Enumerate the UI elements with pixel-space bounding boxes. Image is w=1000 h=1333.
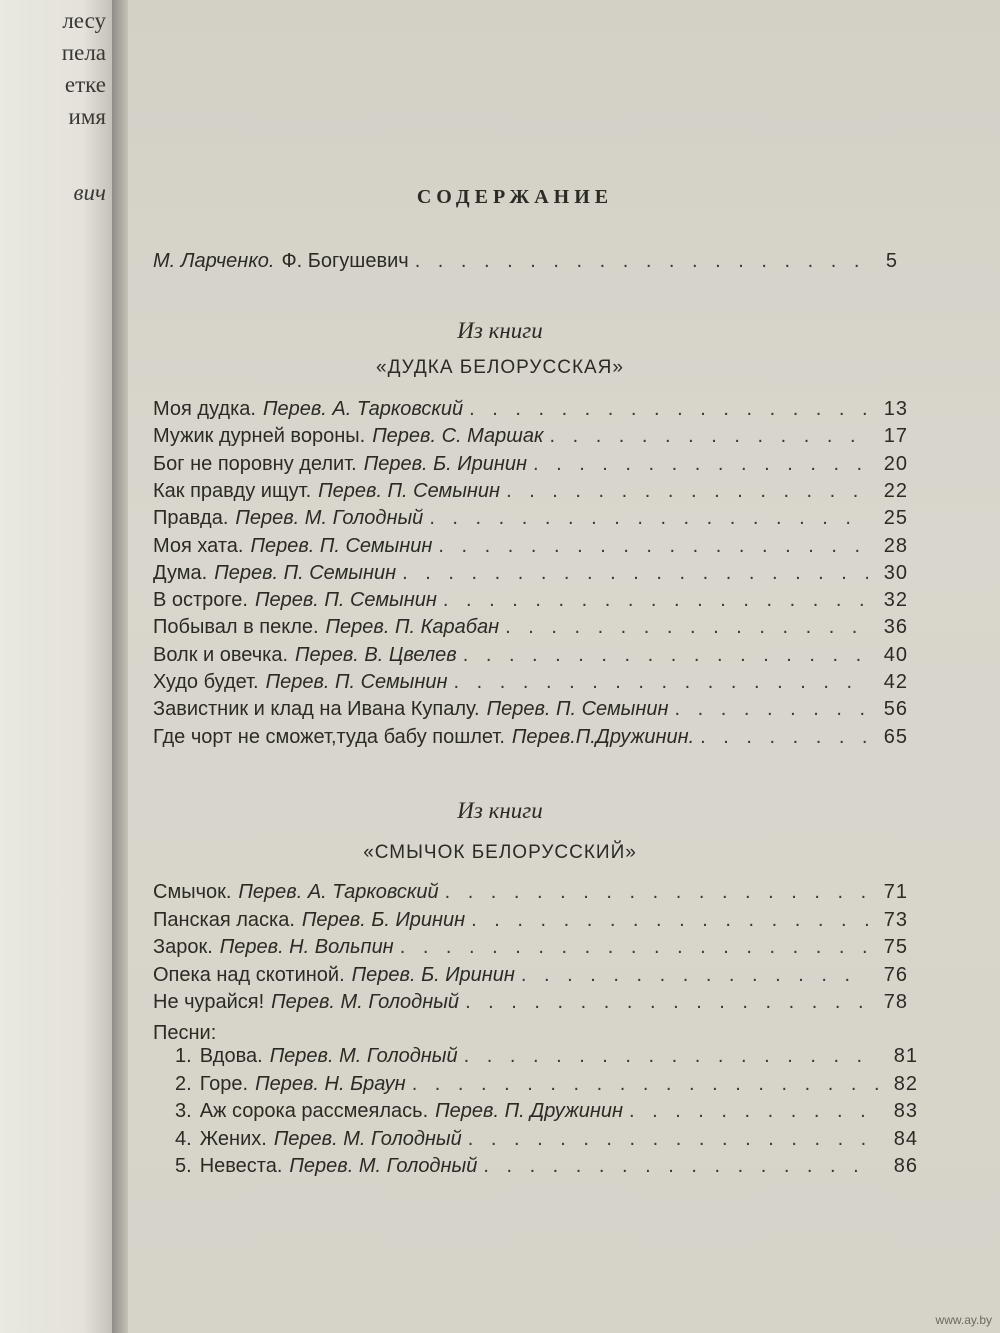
page-title: СОДЕРЖАНИЕ bbox=[416, 186, 614, 208]
entry-translator: Перев. П. Карабан bbox=[325, 616, 500, 639]
toc-entry-intro bbox=[153, 250, 898, 278]
leader-dots bbox=[464, 1045, 878, 1068]
leader-dots bbox=[445, 881, 868, 904]
toc-entry bbox=[153, 881, 908, 909]
song-number: 5. bbox=[175, 1155, 192, 1177]
toc-entry bbox=[153, 726, 908, 754]
left-page-fragment: етке bbox=[64, 72, 106, 97]
entry-page: 86 bbox=[893, 1155, 918, 1177]
entry-title: Как правду ищут. bbox=[153, 479, 312, 502]
entry-title: Не чурайся! bbox=[153, 991, 265, 1013]
entry-title: Мужик дурней вороны. bbox=[153, 425, 366, 448]
leader-dots bbox=[402, 562, 868, 585]
entry-page: 56 bbox=[883, 698, 908, 721]
leader-dots bbox=[700, 726, 868, 749]
song-number: 1. bbox=[175, 1045, 192, 1067]
leader-dots bbox=[505, 616, 868, 639]
toc-entry bbox=[153, 964, 908, 992]
entry-author: М. Ларченко. bbox=[153, 250, 275, 272]
entry-title: Бог не поровну делит. bbox=[153, 452, 357, 475]
toc-entry bbox=[153, 698, 908, 726]
leader-dots bbox=[469, 398, 868, 421]
entry-page: 28 bbox=[883, 534, 908, 557]
entry-page: 81 bbox=[893, 1045, 918, 1067]
entry-translator: Перев. М. Голодный bbox=[269, 1045, 458, 1067]
entry-translator: Перев. П. Дружинин bbox=[435, 1100, 623, 1122]
toc-song-entry bbox=[175, 1155, 918, 1183]
entry-title: Горе. bbox=[199, 1072, 249, 1095]
entry-title: Зарок. bbox=[153, 936, 213, 958]
section-title: «СМЫЧОК БЕЛОРУССКИЙ» bbox=[363, 842, 637, 863]
toc-entry bbox=[153, 453, 908, 481]
entry-page: 71 bbox=[883, 881, 908, 903]
song-number: 2. bbox=[175, 1072, 192, 1095]
entry-page: 20 bbox=[883, 452, 908, 475]
toc-entry bbox=[153, 616, 908, 644]
entry-title: Аж сорока рассмеялась. bbox=[199, 1100, 429, 1122]
entry-page: 75 bbox=[883, 936, 908, 958]
toc-entry bbox=[153, 909, 908, 937]
entry-title: Побывал в пекле. bbox=[153, 616, 319, 639]
toc-entry bbox=[153, 671, 908, 699]
entry-title: Где чорт не сможет,туда бабу пошлет. bbox=[153, 725, 505, 748]
leader-dots bbox=[438, 535, 868, 558]
leader-dots bbox=[629, 1100, 878, 1123]
toc-entry bbox=[153, 562, 908, 590]
entry-translator: Перев. Б. Иринин bbox=[363, 452, 527, 475]
entry-page: 5 bbox=[885, 250, 898, 272]
entry-title: Худо будет. bbox=[153, 671, 259, 693]
entry-translator: Перев. Б. Иринин bbox=[301, 908, 466, 931]
entry-translator: Перев. П. Семынин bbox=[250, 534, 433, 557]
entry-page: 83 bbox=[893, 1100, 918, 1122]
toc-song-entry bbox=[175, 1128, 918, 1156]
entry-translator: Перев. М. Голодный bbox=[271, 991, 460, 1013]
entry-page: 82 bbox=[893, 1072, 918, 1095]
song-number: 4. bbox=[175, 1127, 192, 1150]
entry-title: Панская ласка. bbox=[153, 908, 295, 931]
entry-title: Дума. bbox=[153, 561, 208, 584]
leader-dots bbox=[549, 425, 868, 448]
leader-dots bbox=[471, 909, 868, 932]
entry-page: 36 bbox=[883, 616, 908, 639]
leader-dots bbox=[675, 698, 868, 721]
leader-dots bbox=[533, 453, 868, 476]
entry-translator: Перев. А. Тарковский bbox=[262, 398, 464, 420]
entry-translator: Перев.П.Дружинин. bbox=[511, 725, 695, 748]
leader-dots bbox=[429, 507, 868, 530]
entry-page: 17 bbox=[883, 425, 908, 448]
leader-dots bbox=[443, 589, 868, 612]
left-page-fragment: пела bbox=[61, 40, 106, 65]
toc-entry bbox=[153, 398, 908, 426]
entry-page: 22 bbox=[883, 479, 908, 502]
entry-translator: Перев. Н. Вольпин bbox=[219, 936, 394, 958]
toc-song-entry bbox=[175, 1073, 918, 1101]
toc-entry bbox=[153, 936, 908, 964]
entry-translator: Перев. В. Цвелев bbox=[295, 643, 457, 666]
toc-entry bbox=[153, 507, 908, 535]
entry-translator: Перев. П. Семынин bbox=[254, 589, 437, 612]
toc-entry bbox=[153, 991, 908, 1019]
entry-page: 76 bbox=[883, 963, 908, 986]
entry-title: Вдова. bbox=[199, 1045, 263, 1067]
entry-translator: Перев. А. Тарковский bbox=[238, 881, 439, 903]
toc-entry bbox=[153, 535, 908, 563]
entry-title: Опека над скотиной. bbox=[153, 963, 345, 986]
entry-title: Жених. bbox=[199, 1127, 267, 1150]
entry-translator: Перев. П. Семынин bbox=[214, 561, 397, 584]
toc-entry bbox=[153, 589, 908, 617]
leader-dots bbox=[415, 250, 858, 273]
leader-dots bbox=[483, 1155, 878, 1178]
entry-page: 73 bbox=[883, 908, 908, 931]
toc-entry bbox=[153, 425, 908, 453]
entry-translator: Перев. П. Семынин bbox=[486, 698, 669, 721]
toc-entry bbox=[153, 644, 908, 672]
toc-song-entry bbox=[175, 1100, 918, 1128]
entry-translator: Перев. П. Семынин bbox=[318, 479, 501, 502]
entry-title: Невеста. bbox=[199, 1155, 283, 1177]
watermark: www.ay.by bbox=[935, 1313, 992, 1327]
toc-song-entry bbox=[175, 1045, 918, 1073]
section-title: «ДУДКА БЕЛОРУССКАЯ» bbox=[376, 357, 624, 378]
entry-page: 30 bbox=[883, 561, 908, 584]
left-page-fragment: имя bbox=[68, 104, 106, 129]
entry-translator: Перев. Б. Иринин bbox=[351, 963, 515, 986]
entry-page: 25 bbox=[883, 507, 908, 530]
leader-dots bbox=[463, 644, 868, 667]
left-page-fragment: вич bbox=[73, 180, 106, 205]
section-label: Из книги bbox=[457, 798, 543, 823]
entry-page: 65 bbox=[883, 725, 908, 748]
leader-dots bbox=[412, 1073, 878, 1096]
songs-label: Песни: bbox=[153, 1022, 217, 1044]
entry-translator: Перев. П. Семынин bbox=[265, 671, 448, 693]
leader-dots bbox=[400, 936, 868, 959]
entry-title: Завистник и клад на Ивана Купалу. bbox=[153, 698, 480, 721]
entry-translator: Перев. С. Маршак bbox=[372, 425, 544, 448]
entry-page: 84 bbox=[893, 1127, 918, 1150]
leader-dots bbox=[468, 1128, 878, 1151]
leader-dots bbox=[465, 991, 868, 1014]
entry-page: 40 bbox=[883, 643, 908, 666]
entry-page: 32 bbox=[883, 589, 908, 612]
entry-title: Волк и овечка. bbox=[153, 643, 288, 666]
song-number: 3. bbox=[175, 1100, 192, 1122]
entry-translator: Перев. М. Голодный bbox=[289, 1155, 478, 1177]
section-label: Из книги bbox=[457, 318, 543, 343]
entry-title: Правда. bbox=[153, 507, 229, 530]
entry-title: Моя дудка. bbox=[153, 398, 256, 420]
entry-translator: Перев. М. Голодный bbox=[235, 507, 424, 530]
leader-dots bbox=[454, 671, 868, 694]
entry-title: Моя хата. bbox=[153, 534, 244, 557]
entry-title: Смычок. bbox=[153, 881, 232, 903]
leader-dots bbox=[506, 480, 868, 503]
entry-translator: Перев. Н. Браун bbox=[255, 1072, 406, 1095]
leader-dots bbox=[521, 964, 868, 987]
entry-page: 13 bbox=[883, 398, 908, 420]
entry-page: 42 bbox=[883, 671, 908, 693]
entry-subject: Ф. Богушевич bbox=[281, 250, 409, 272]
toc-entry bbox=[153, 480, 908, 508]
left-page-fragment: лесу bbox=[62, 8, 106, 33]
entry-translator: Перев. М. Голодный bbox=[273, 1127, 462, 1150]
entry-title: В остроге. bbox=[153, 589, 248, 612]
entry-page: 78 bbox=[883, 991, 908, 1013]
